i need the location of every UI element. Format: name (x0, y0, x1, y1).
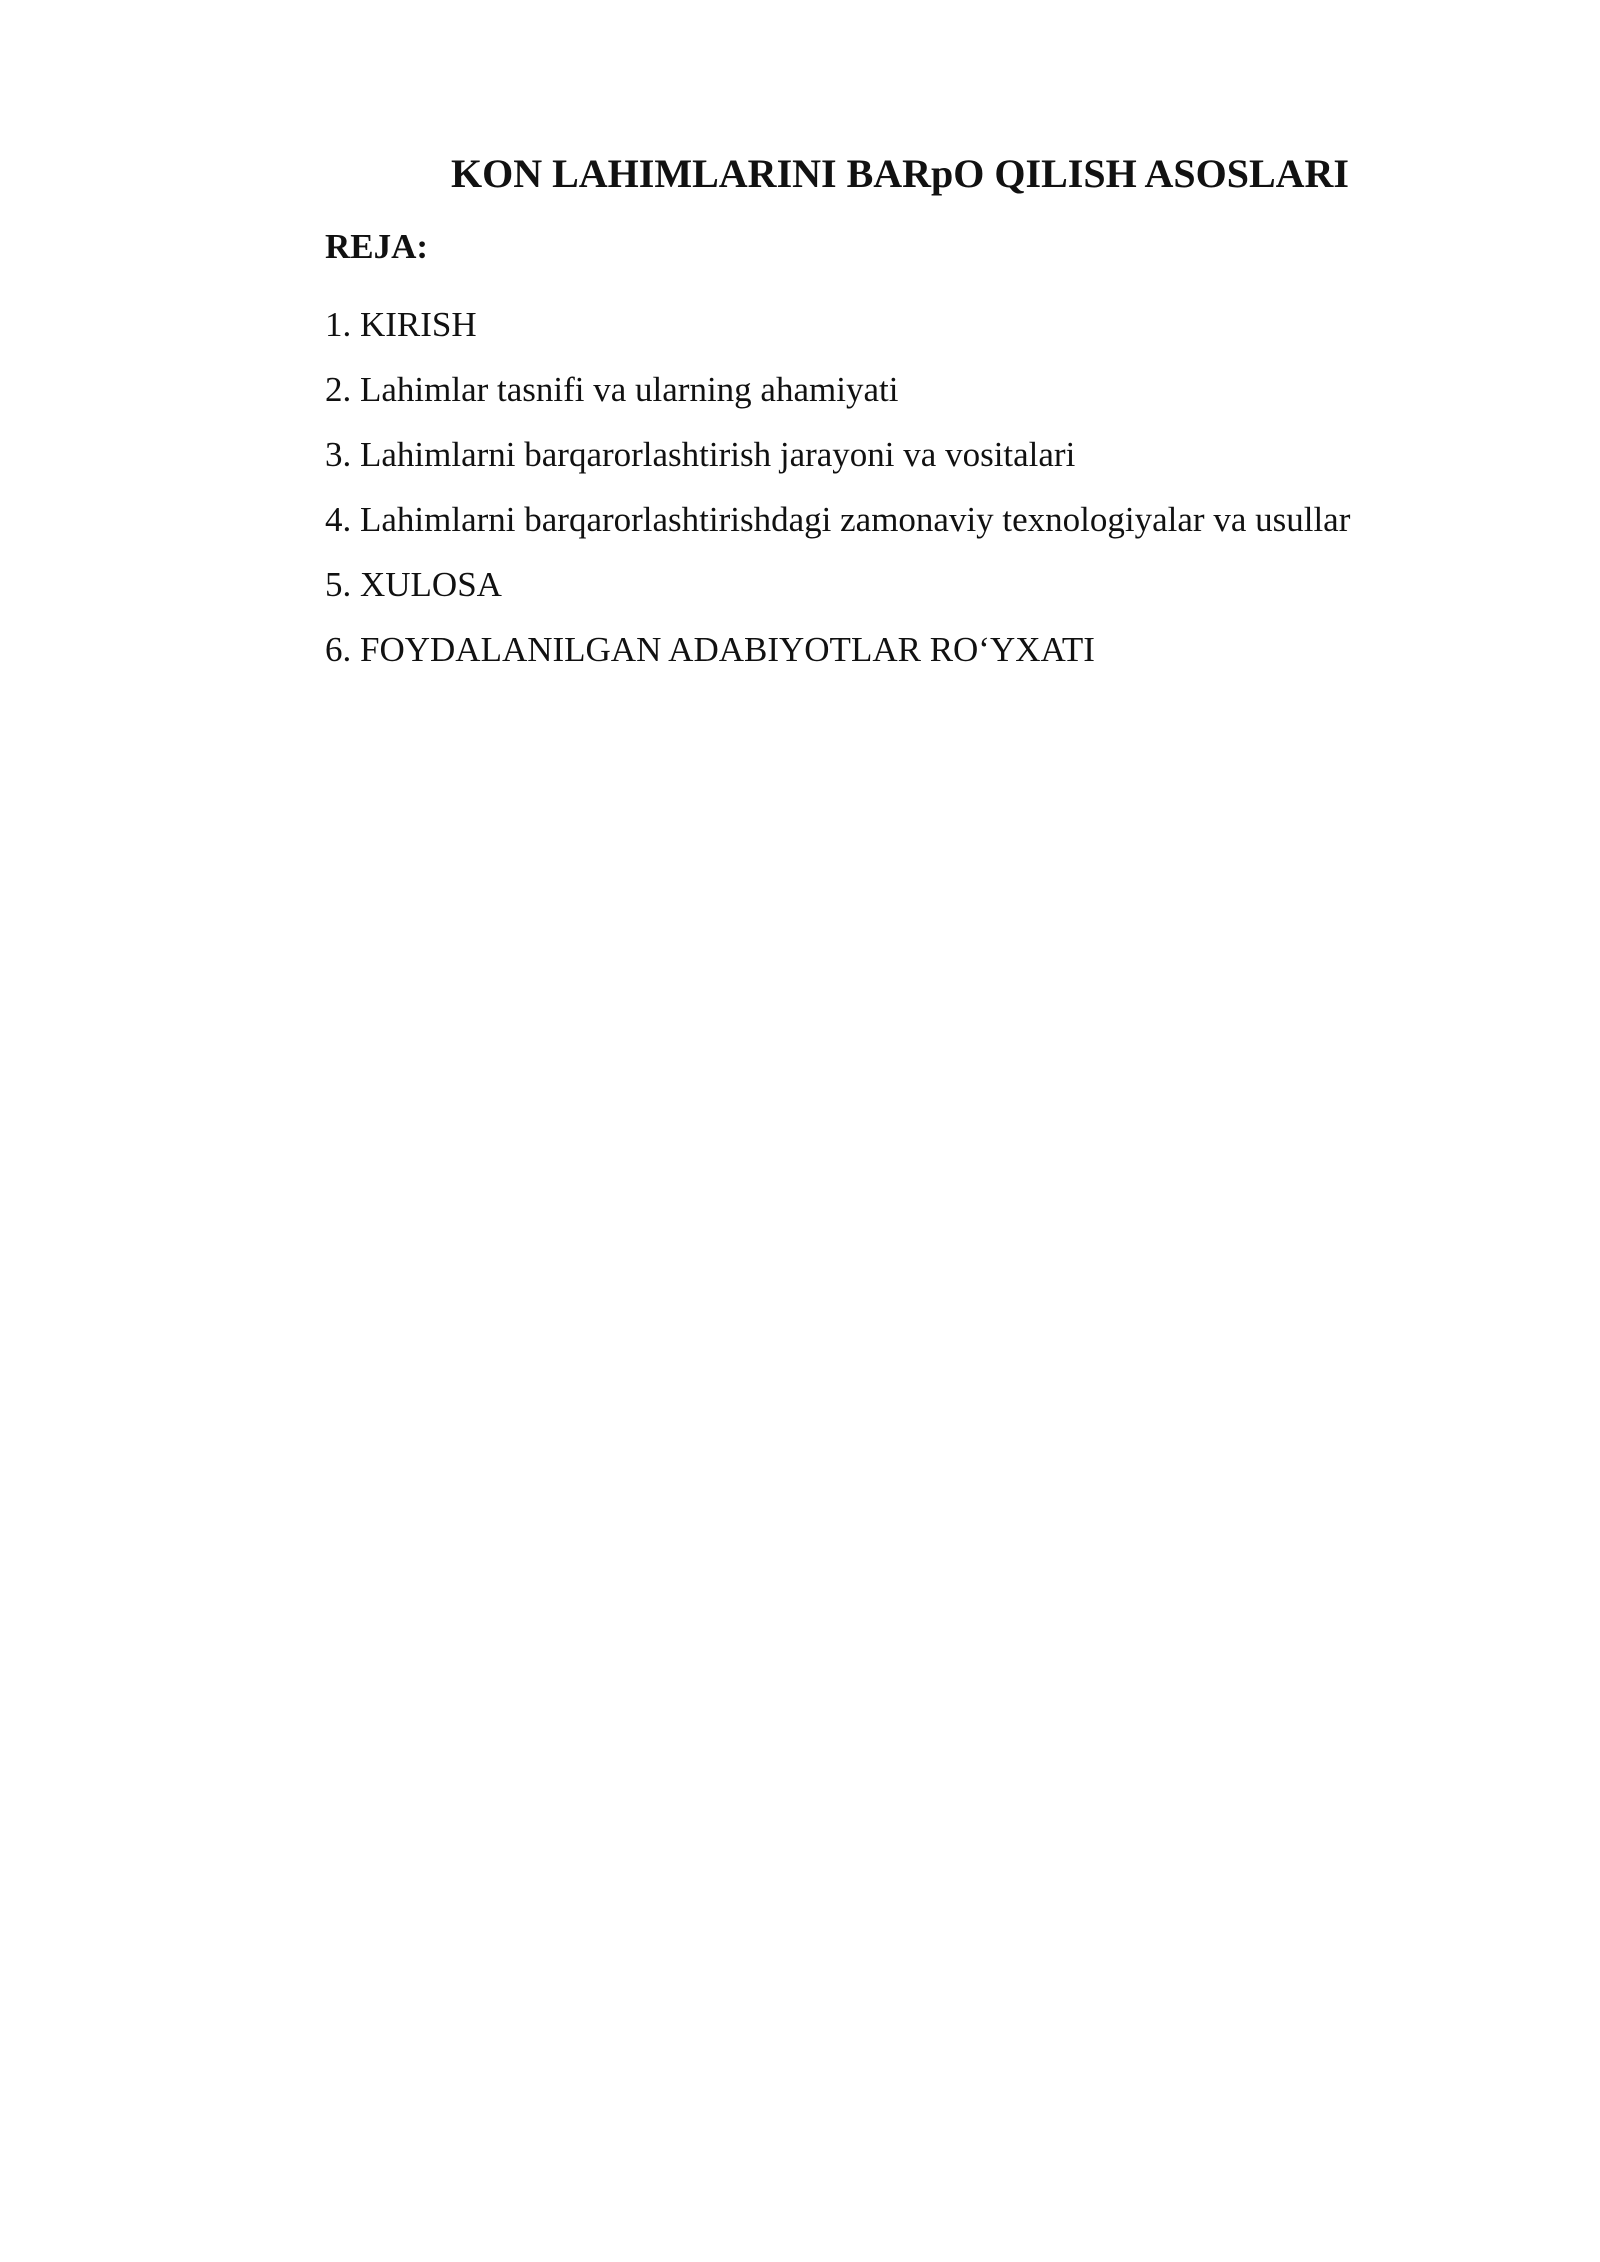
plan-item: 2. Lahimlar tasnifi va ularning ahamiyati (325, 370, 899, 409)
plan-item: 5. XULOSA (325, 565, 502, 604)
plan-item: 6. FOYDALANILGAN ADABIYOTLAR RO‘YXATI (325, 630, 1095, 669)
plan-heading: REJA: (325, 227, 429, 266)
plan-list (325, 292, 1350, 682)
plan-item: 4. Lahimlarni barqarorlashtirishdagi zamonaviy texnologiyalar va usullar (325, 500, 1351, 539)
plan-item: 1. KIRISH (325, 305, 477, 344)
document-title: KON LAHIMLARINI BARpO QILISH ASOSLARI (451, 151, 1349, 196)
plan-item: 3. Lahimlarni barqarorlashtirish jarayoni va vositalari (325, 435, 1076, 474)
